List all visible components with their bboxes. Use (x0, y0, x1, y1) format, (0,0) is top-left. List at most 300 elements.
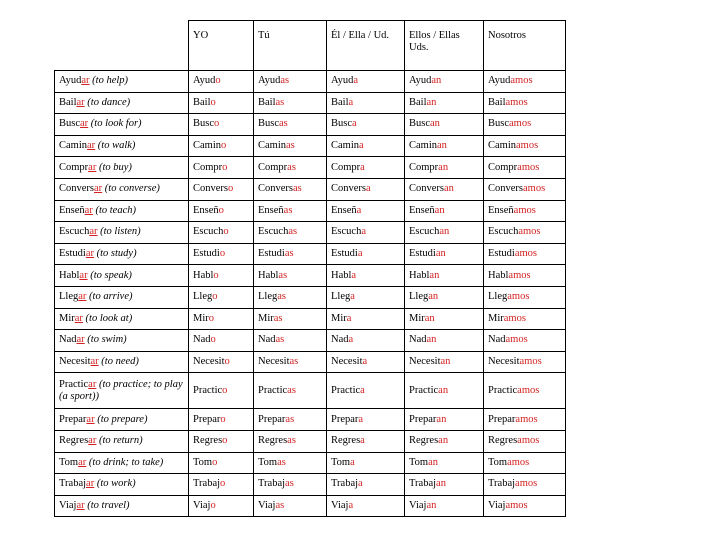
form-stem: Necesit (409, 356, 441, 368)
verb-stem: Ayud (59, 75, 82, 87)
conjugation-el (327, 430, 405, 452)
form-stem: Practic (488, 384, 518, 396)
infinitive-cell (55, 157, 189, 179)
form-ending: an (439, 226, 450, 238)
form-ending: as (275, 334, 285, 346)
form-ending: as (273, 312, 283, 324)
form-stem: Nad (488, 334, 506, 346)
conjugation-ellos (405, 222, 484, 244)
table-row (55, 495, 566, 517)
form-stem: Nad (409, 334, 427, 346)
form-stem: Ayud (331, 75, 354, 87)
table-row (55, 351, 566, 373)
infinitive-cell (55, 373, 189, 409)
form-stem: Necesit (488, 356, 520, 368)
conjugation-yo (189, 114, 254, 136)
form-stem: Nad (193, 334, 211, 346)
conjugation-yo (189, 308, 254, 330)
infinitive-ending: ar (84, 204, 93, 216)
form-stem: Busc (193, 118, 214, 130)
conjugation-nosotros (484, 71, 566, 93)
conjugation-ellos (405, 243, 484, 265)
form-ending: as (275, 499, 285, 511)
conjugation-el (327, 71, 405, 93)
form-ending: a (350, 291, 355, 303)
form-ending: an (436, 478, 446, 490)
verb-stem: Tom (59, 456, 79, 468)
form-stem: Ayud (258, 75, 281, 87)
form-ending: o (212, 291, 218, 303)
form-ending: o (228, 183, 234, 195)
conjugation-nosotros (484, 178, 566, 200)
form-ending: o (218, 204, 224, 216)
form-ending: a (359, 140, 364, 152)
form-stem: Mir (258, 312, 274, 324)
infinitive-cell (55, 114, 189, 136)
conjugation-nosotros (484, 200, 566, 222)
form-stem: Estudi (193, 248, 220, 260)
conjugation-ellos (405, 135, 484, 157)
infinitive-ending: ar (76, 96, 85, 108)
form-stem: Nad (331, 334, 349, 346)
form-ending: an (426, 334, 437, 346)
form-stem: Bail (193, 96, 211, 108)
conjugation-ellos (405, 409, 484, 431)
form-stem: Mir (331, 312, 347, 324)
english-gloss: (to dance) (87, 96, 131, 108)
english-gloss: (to study) (96, 248, 137, 260)
form-ending: as (289, 356, 299, 368)
table-row (55, 71, 566, 93)
form-ending: amos (519, 356, 542, 368)
infinitive-cell (55, 178, 189, 200)
header-yo: YO (189, 21, 254, 71)
form-ending: amos (516, 140, 539, 152)
form-stem: Practic (258, 384, 288, 396)
table-row (55, 430, 566, 452)
form-stem: Escuch (258, 226, 289, 238)
form-ending: o (212, 456, 218, 468)
form-ending: an (436, 413, 447, 425)
form-stem: Viaj (193, 499, 211, 511)
conjugation-el (327, 222, 405, 244)
conjugation-tu (254, 135, 327, 157)
english-gloss: (to prepare) (97, 413, 148, 425)
form-ending: amos (510, 75, 533, 87)
form-ending: o (219, 248, 226, 260)
form-stem: Regres (258, 435, 288, 447)
infinitive-cell (55, 330, 189, 352)
form-ending: o (221, 140, 227, 152)
form-ending: as (279, 118, 288, 130)
form-stem: Regres (193, 435, 223, 447)
form-stem: Tom (258, 456, 278, 468)
conjugation-yo (189, 243, 254, 265)
english-gloss: (to return) (98, 435, 143, 447)
form-ending: amos (515, 413, 538, 425)
form-stem: Prepar (488, 413, 516, 425)
conjugation-el (327, 178, 405, 200)
table-row (55, 222, 566, 244)
conjugation-nosotros (484, 430, 566, 452)
infinitive-ending: ar (86, 478, 95, 490)
header-nosotros: Nosotros (484, 21, 566, 71)
form-ending: amos (507, 456, 530, 468)
form-stem: Bail (409, 96, 427, 108)
conjugation-tu (254, 474, 327, 496)
form-ending: an (424, 312, 435, 324)
form-stem: Tom (331, 456, 351, 468)
table-row (55, 114, 566, 136)
infinitive-ending: ar (78, 456, 87, 468)
form-ending: amos (513, 204, 536, 216)
english-gloss: (to need) (101, 356, 139, 368)
form-ending: an (434, 204, 445, 216)
conjugation-el (327, 286, 405, 308)
conjugation-ellos (405, 92, 484, 114)
infinitive-ending: ar (74, 312, 83, 324)
conjugation-tu (254, 222, 327, 244)
conjugation-yo (189, 330, 254, 352)
form-ending: a (360, 435, 365, 447)
form-stem: Tom (409, 456, 429, 468)
conjugation-tu (254, 430, 327, 452)
verb-stem: Busc (59, 118, 80, 130)
form-stem: Bail (331, 96, 349, 108)
table-row (55, 286, 566, 308)
form-ending: a (366, 183, 371, 195)
form-stem: Convers (409, 183, 444, 195)
conjugation-yo (189, 373, 254, 409)
table-row (55, 474, 566, 496)
form-ending: an (438, 384, 449, 396)
form-ending: as (285, 413, 295, 425)
form-stem: Trabaj (331, 478, 359, 490)
english-gloss: (to swim) (87, 334, 127, 346)
table-row (55, 135, 566, 157)
conjugation-nosotros (484, 286, 566, 308)
conjugation-yo (189, 265, 254, 287)
conjugation-el (327, 409, 405, 431)
form-ending: a (358, 478, 363, 490)
form-ending: an (428, 291, 439, 303)
form-stem: Trabaj (258, 478, 286, 490)
form-ending: o (222, 435, 228, 447)
conjugation-tu (254, 308, 327, 330)
form-ending: o (210, 499, 216, 511)
conjugation-yo (189, 286, 254, 308)
form-ending: amos (517, 435, 540, 447)
form-ending: o (222, 161, 228, 173)
conjugation-yo (189, 71, 254, 93)
form-ending: a (348, 96, 354, 108)
verb-stem: Practic (59, 378, 89, 390)
form-stem: Tom (488, 456, 508, 468)
form-ending: amos (505, 499, 528, 511)
conjugation-el (327, 200, 405, 222)
conjugation-ellos (405, 495, 484, 517)
form-stem: Ayud (488, 75, 511, 87)
form-ending: o (223, 226, 229, 238)
conjugation-nosotros (484, 265, 566, 287)
form-stem: Escuch (193, 226, 224, 238)
table-row (55, 200, 566, 222)
form-stem: Compr (193, 161, 223, 173)
form-stem: Enseñ (331, 204, 357, 216)
conjugation-ellos (405, 351, 484, 373)
form-stem: Bail (258, 96, 276, 108)
table-row (55, 308, 566, 330)
infinitive-ending: ar (76, 334, 85, 346)
form-ending: o (214, 118, 220, 130)
form-ending: as (293, 183, 302, 195)
form-stem: Habl (409, 269, 430, 281)
form-stem: Busc (409, 118, 430, 130)
form-ending: as (278, 269, 288, 281)
conjugation-tu (254, 114, 327, 136)
form-ending: an (440, 356, 451, 368)
form-ending: amos (518, 226, 541, 238)
form-stem: Estudi (488, 248, 515, 260)
table-row (55, 330, 566, 352)
form-ending: amos (509, 118, 532, 130)
conjugation-tu (254, 373, 327, 409)
conjugation-tu (254, 452, 327, 474)
form-ending: as (287, 384, 296, 396)
table-row (55, 373, 566, 409)
form-ending: as (277, 456, 286, 468)
conjugation-tu (254, 243, 327, 265)
form-stem: Trabaj (409, 478, 437, 490)
conjugation-nosotros (484, 114, 566, 136)
conjugation-el (327, 474, 405, 496)
table-row (55, 265, 566, 287)
conjugation-el (327, 373, 405, 409)
form-ending: as (286, 140, 295, 152)
english-gloss: (to converse) (104, 183, 160, 195)
verb-stem: Habl (59, 269, 80, 281)
english-gloss: (to travel) (87, 499, 130, 511)
form-ending: amos (507, 291, 530, 303)
verb-stem: Camin (59, 140, 87, 152)
form-ending: o (220, 413, 226, 425)
form-stem: Compr (488, 161, 518, 173)
form-stem: Convers (331, 183, 366, 195)
form-ending: an (428, 456, 439, 468)
verb-stem: Lleg (59, 291, 79, 303)
form-ending: o (222, 384, 228, 396)
conjugation-el (327, 351, 405, 373)
conjugation-ellos (405, 157, 484, 179)
infinitive-cell (55, 222, 189, 244)
table-row (55, 452, 566, 474)
form-ending: amos (508, 269, 531, 281)
conjugation-tu (254, 330, 327, 352)
conjugation-ellos (405, 452, 484, 474)
form-stem: Practic (409, 384, 439, 396)
conjugation-ellos (405, 330, 484, 352)
form-ending: a (352, 118, 357, 130)
form-stem: Prepar (409, 413, 437, 425)
form-stem: Convers (488, 183, 523, 195)
form-stem: Enseñ (258, 204, 284, 216)
conjugation-ellos (405, 430, 484, 452)
form-ending: a (346, 312, 352, 324)
form-ending: amos (514, 248, 538, 260)
infinitive-ending: ar (85, 248, 95, 260)
form-ending: an (430, 118, 440, 130)
infinitive-ending: ar (79, 269, 88, 281)
form-stem: Viaj (331, 499, 349, 511)
form-ending: an (429, 269, 440, 281)
conjugation-ellos (405, 308, 484, 330)
form-stem: Lleg (488, 291, 508, 303)
form-stem: Busc (258, 118, 279, 130)
infinitive-cell (55, 474, 189, 496)
form-stem: Practic (331, 384, 361, 396)
form-ending: an (435, 248, 446, 260)
form-stem: Compr (258, 161, 288, 173)
conjugation-yo (189, 222, 254, 244)
verb-stem: Regres (59, 435, 89, 447)
form-ending: as (277, 291, 286, 303)
infinitive-ending: ar (76, 499, 85, 511)
conjugation-tu (254, 92, 327, 114)
english-gloss: (to practice; to play (a sport)) (59, 378, 183, 402)
form-stem: Lleg (331, 291, 351, 303)
conjugation-tu (254, 71, 327, 93)
form-stem: Habl (193, 269, 214, 281)
infinitive-ending: ar (90, 356, 99, 368)
form-stem: Viaj (258, 499, 276, 511)
table-row (55, 178, 566, 200)
conjugation-el (327, 265, 405, 287)
conjugation-el (327, 243, 405, 265)
conjugation-tu (254, 351, 327, 373)
conjugation-tu (254, 286, 327, 308)
form-ending: an (444, 183, 454, 195)
form-stem: Habl (331, 269, 352, 281)
conjugation-yo (189, 430, 254, 452)
form-ending: an (437, 140, 447, 152)
form-stem: Busc (488, 118, 509, 130)
form-ending: o (208, 312, 214, 324)
infinitive-ending: ar (88, 435, 97, 447)
form-stem: Tom (193, 456, 213, 468)
verb-stem: Nad (59, 334, 77, 346)
form-stem: Camin (258, 140, 286, 152)
form-ending: amos (505, 96, 528, 108)
form-ending: as (280, 75, 290, 87)
conjugation-nosotros (484, 452, 566, 474)
header-tu: Tú (254, 21, 327, 71)
conjugation-tu (254, 409, 327, 431)
form-stem: Camin (193, 140, 221, 152)
english-gloss: (to work) (96, 478, 136, 490)
table-row (55, 92, 566, 114)
conjugation-nosotros (484, 409, 566, 431)
form-ending: o (224, 356, 230, 368)
form-ending: amos (515, 478, 538, 490)
infinitive-cell (55, 265, 189, 287)
form-ending: an (426, 96, 437, 108)
form-stem: Enseñ (488, 204, 514, 216)
conjugation-ellos (405, 71, 484, 93)
conjugation-yo (189, 178, 254, 200)
english-gloss: (to look at) (85, 312, 133, 324)
verb-stem: Trabaj (59, 478, 87, 490)
form-stem: Bail (488, 96, 506, 108)
conjugation-yo (189, 157, 254, 179)
conjugation-ellos (405, 373, 484, 409)
form-stem: Escuch (488, 226, 519, 238)
form-stem: Practic (193, 384, 223, 396)
form-stem: Necesit (331, 356, 363, 368)
form-ending: a (358, 413, 364, 425)
english-gloss: (to help) (92, 75, 129, 87)
form-ending: as (288, 226, 298, 238)
form-stem: Busc (331, 118, 352, 130)
conjugation-ellos (405, 200, 484, 222)
conjugation-yo (189, 495, 254, 517)
english-gloss: (to walk) (97, 140, 136, 152)
conjugation-ellos (405, 114, 484, 136)
conjugation-yo (189, 92, 254, 114)
verb-stem: Viaj (59, 499, 77, 511)
form-stem: Habl (488, 269, 509, 281)
form-stem: Habl (258, 269, 279, 281)
form-ending: a (348, 499, 354, 511)
form-ending: a (360, 161, 365, 173)
infinitive-cell (55, 308, 189, 330)
form-stem: Lleg (409, 291, 429, 303)
form-stem: Convers (193, 183, 228, 195)
infinitive-cell (55, 452, 189, 474)
conjugation-el (327, 135, 405, 157)
conjugation-nosotros (484, 373, 566, 409)
english-gloss: (to buy) (98, 161, 132, 173)
form-stem: Ayud (193, 75, 216, 87)
form-ending: o (220, 478, 226, 490)
form-stem: Necesit (193, 356, 225, 368)
conjugation-nosotros (484, 495, 566, 517)
form-stem: Camin (488, 140, 516, 152)
form-ending: an (431, 75, 442, 87)
conjugation-table (54, 20, 566, 517)
form-ending: o (210, 334, 216, 346)
conjugation-nosotros (484, 92, 566, 114)
infinitive-ending: ar (80, 118, 89, 130)
english-gloss: (to arrive) (89, 291, 133, 303)
conjugation-yo (189, 200, 254, 222)
conjugation-tu (254, 495, 327, 517)
english-gloss: (to teach) (95, 204, 136, 216)
form-ending: amos (517, 384, 540, 396)
form-stem: Ayud (409, 75, 432, 87)
form-stem: Regres (331, 435, 361, 447)
english-gloss: (to listen) (100, 226, 141, 238)
form-ending: a (350, 456, 355, 468)
verb-rows (55, 71, 566, 517)
conjugation-el (327, 92, 405, 114)
conjugation-nosotros (484, 157, 566, 179)
conjugation-el (327, 308, 405, 330)
form-stem: Trabaj (488, 478, 516, 490)
form-stem: Trabaj (193, 478, 221, 490)
form-stem: Estudi (258, 248, 285, 260)
conjugation-yo (189, 409, 254, 431)
form-ending: as (283, 204, 293, 216)
